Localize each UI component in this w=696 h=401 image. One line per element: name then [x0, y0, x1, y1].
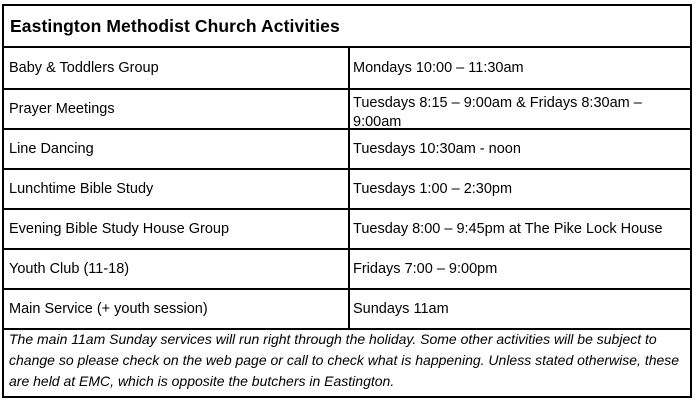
activity-name: Youth Club (11-18) [4, 250, 350, 288]
table-row [4, 250, 690, 290]
activity-time: Mondays 10:00 – 11:30am [353, 60, 524, 76]
activity-name: Prayer Meetings [4, 90, 350, 128]
activities-rows [4, 48, 690, 330]
activity-time: Tuesdays 10:30am - noon [353, 141, 521, 157]
table-footnote: The main 11am Sunday services will run right through the holiday. Some other activities will be subject to change so please check on the web page or call to check what is happening. Unless stated otherwise, these are held at EMC, which is opposite the butchers in Eastington. [9, 331, 680, 389]
activity-name: Main Service (+ youth session) [4, 290, 350, 328]
activity-name: Line Dancing [4, 130, 350, 168]
table-row [4, 210, 690, 250]
table-row [4, 130, 690, 170]
table-title: Eastington Methodist Church Activities [4, 6, 690, 48]
table-row [4, 90, 690, 130]
activity-time: Tuesdays 8:15 – 9:00am & Fridays 8:30am – 9:00am [353, 95, 642, 128]
activity-time: Fridays 7:00 – 9:00pm [353, 261, 498, 277]
table-row [4, 170, 690, 210]
activity-name: Baby & Toddlers Group [4, 48, 350, 88]
activity-name: Lunchtime Bible Study [4, 170, 350, 208]
activity-time: Tuesday 8:00 – 9:45pm at The Pike Lock House [353, 221, 663, 237]
activity-name: Evening Bible Study House Group [4, 210, 350, 248]
table-row [4, 48, 690, 90]
activity-time: Tuesdays 1:00 – 2:30pm [353, 181, 513, 197]
activity-time: Sundays 11am [353, 301, 449, 317]
activities-table [2, 4, 692, 398]
